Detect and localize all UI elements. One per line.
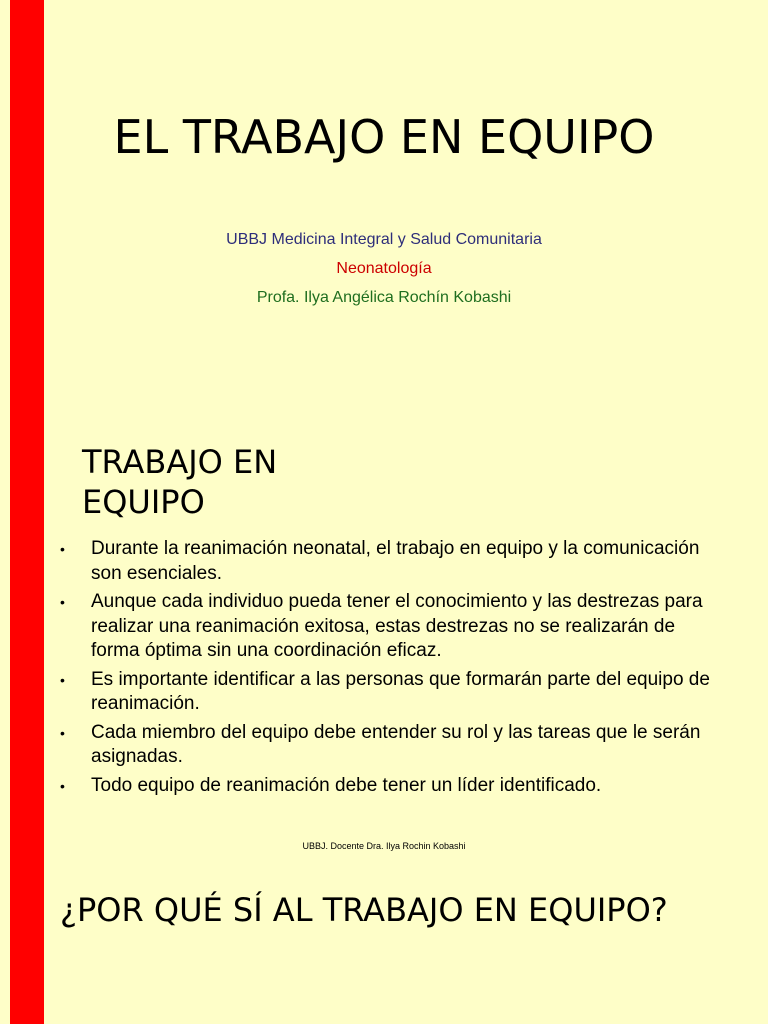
red-accent-bar <box>10 0 44 1024</box>
subtitle-institution: UBBJ Medicina Integral y Salud Comunitaria <box>226 231 542 248</box>
subtitle-teacher: Profa. Ilya Angélica Rochín Kobashi <box>256 289 512 306</box>
list-item-text: Es importante identificar a las personas que formarán parte del equipo de reanimación. <box>91 668 710 714</box>
list-item <box>56 721 716 770</box>
slide-footer: UBBJ. Docente Dra. Ilya Rochin Kobashi <box>302 841 466 851</box>
bullet-icon: • <box>60 541 65 557</box>
section-title: TRABAJO EN EQUIPO <box>82 443 278 521</box>
bullet-icon: • <box>60 671 65 688</box>
list-item-text: Durante la reanimación neonatal, el trabajo en equipo y la comunicación son esenciales. <box>91 538 700 584</box>
bullet-icon: • <box>60 594 65 610</box>
bullet-icon: • <box>60 724 65 741</box>
subtitle-subject: Neonatología <box>336 260 432 277</box>
list-item <box>56 668 716 717</box>
slide-title: EL TRABAJO EN EQUIPO <box>113 110 655 164</box>
list-item <box>56 590 716 664</box>
list-item <box>56 537 716 586</box>
bullet-icon: • <box>60 777 65 794</box>
list-item-text: Todo equipo de reanimación debe tener un líder identificado. <box>91 774 602 796</box>
next-slide-title: ¿POR QUÉ SÍ AL TRABAJO EN EQUIPO? <box>60 891 668 929</box>
list-item-text: Cada miembro del equipo debe entender su rol y las tareas que le serán asignadas. <box>91 721 701 767</box>
list-item <box>56 774 716 799</box>
bullet-list <box>56 537 716 802</box>
list-item-text: Aunque cada individuo pueda tener el conocimiento y las destrezas para realizar una reanimación exitosa, estas destrezas no se realizarán de forma óptima sin una coordinación eficaz. <box>91 591 703 661</box>
